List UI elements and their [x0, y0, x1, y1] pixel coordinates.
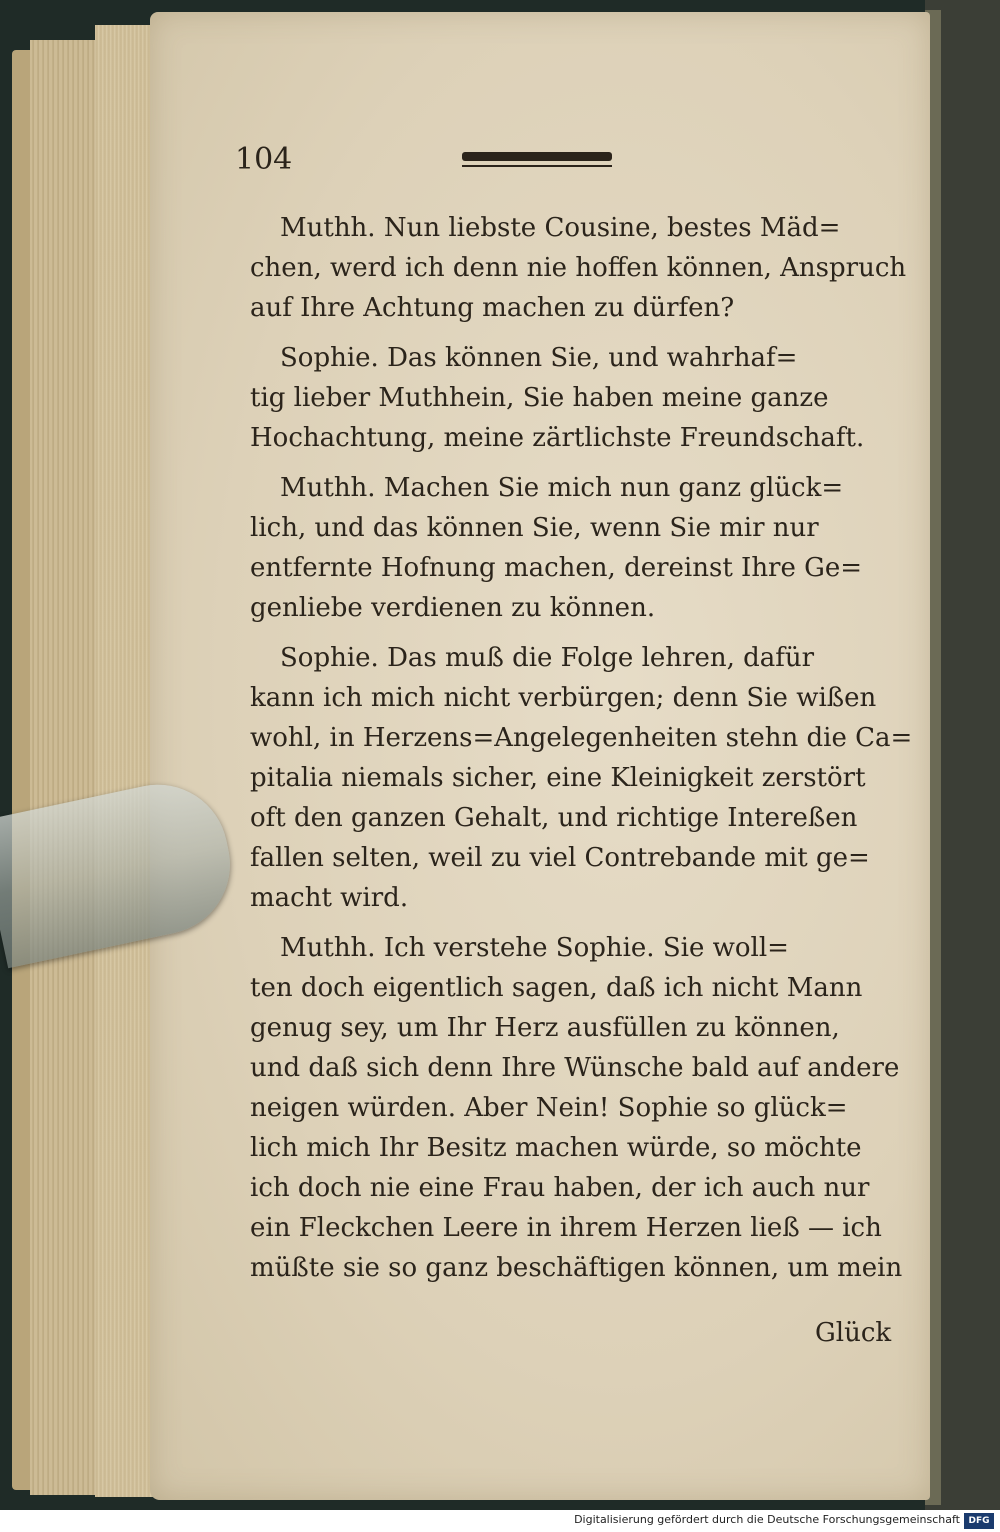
- text-line: ich doch nie eine Frau haben, der ich auch nur: [250, 1173, 870, 1203]
- text-line: wohl, in Herzens=Angelegenheiten stehn die Ca=: [250, 723, 913, 753]
- text-line: genliebe verdienen zu können.: [250, 593, 656, 623]
- book-page: [150, 12, 930, 1500]
- text-line: Sophie. Das muß die Folge lehren, dafür: [280, 643, 815, 673]
- text-line: genug sey, um Ihr Herz ausfüllen zu können,: [250, 1013, 840, 1043]
- page-edges-left: [30, 40, 100, 1495]
- paragraph-1: [250, 208, 907, 328]
- text-line: entfernte Hofnung machen, dereinst Ihre Ge=: [250, 553, 863, 583]
- text-line: kann ich mich nicht verbürgen; denn Sie wißen: [250, 683, 877, 713]
- paragraph-2: [250, 338, 890, 458]
- text-line: tig lieber Muthhein, Sie haben meine ganze: [250, 383, 829, 413]
- dfg-logo-icon: DFG: [964, 1513, 994, 1529]
- paragraph-5: [250, 928, 903, 1288]
- text-line: auf Ihre Achtung machen zu dürfen?: [250, 293, 735, 323]
- text-line: lich, und das können Sie, wenn Sie mir nur: [250, 513, 819, 543]
- header-ornament-rule: [462, 152, 612, 161]
- text-line: lich mich Ihr Besitz machen würde, so möchte: [250, 1133, 862, 1163]
- text-line: oft den ganzen Gehalt, und richtige Intereßen: [250, 803, 858, 833]
- paragraph-3: [250, 468, 890, 628]
- text-line: müßte sie so ganz beschäftigen können, um mein: [250, 1253, 903, 1283]
- text-line: chen, werd ich denn nie hoffen können, Anspruch: [250, 253, 907, 283]
- page-number: 104: [235, 142, 293, 177]
- paragraph-4: [250, 638, 913, 918]
- body-text: [250, 208, 913, 1298]
- text-line: Muthh. Machen Sie mich nun ganz glück=: [280, 473, 844, 503]
- text-line: Sophie. Das können Sie, und wahrhaf=: [280, 343, 798, 373]
- text-line: Muthh. Ich verstehe Sophie. Sie woll=: [280, 933, 789, 963]
- footer-credit: Digitalisierung gefördert durch die Deutsche Forschungsgemeinschaft: [574, 1513, 960, 1526]
- text-line: ein Fleckchen Leere in ihrem Herzen ließ — ich: [250, 1213, 882, 1243]
- text-line: Muthh. Nun liebste Cousine, bestes Mäd=: [280, 213, 841, 243]
- text-line: neigen würden. Aber Nein! Sophie so glück=: [250, 1093, 848, 1123]
- header-ornament-rule-thin: [462, 165, 612, 167]
- text-line: ten doch eigentlich sagen, daß ich nicht Mann: [250, 973, 863, 1003]
- catchword: Glück: [815, 1318, 892, 1348]
- text-line: Hochachtung, meine zärtlichste Freundschaft.: [250, 423, 865, 453]
- text-line: macht wird.: [250, 883, 409, 913]
- footer-bar: [0, 1510, 1000, 1532]
- text-line: pitalia niemals sicher, eine Kleinigkeit zerstört: [250, 763, 866, 793]
- text-line: fallen selten, weil zu viel Contrebande mit ge=: [250, 843, 870, 873]
- text-line: und daß sich denn Ihre Wünsche bald auf andere: [250, 1053, 900, 1083]
